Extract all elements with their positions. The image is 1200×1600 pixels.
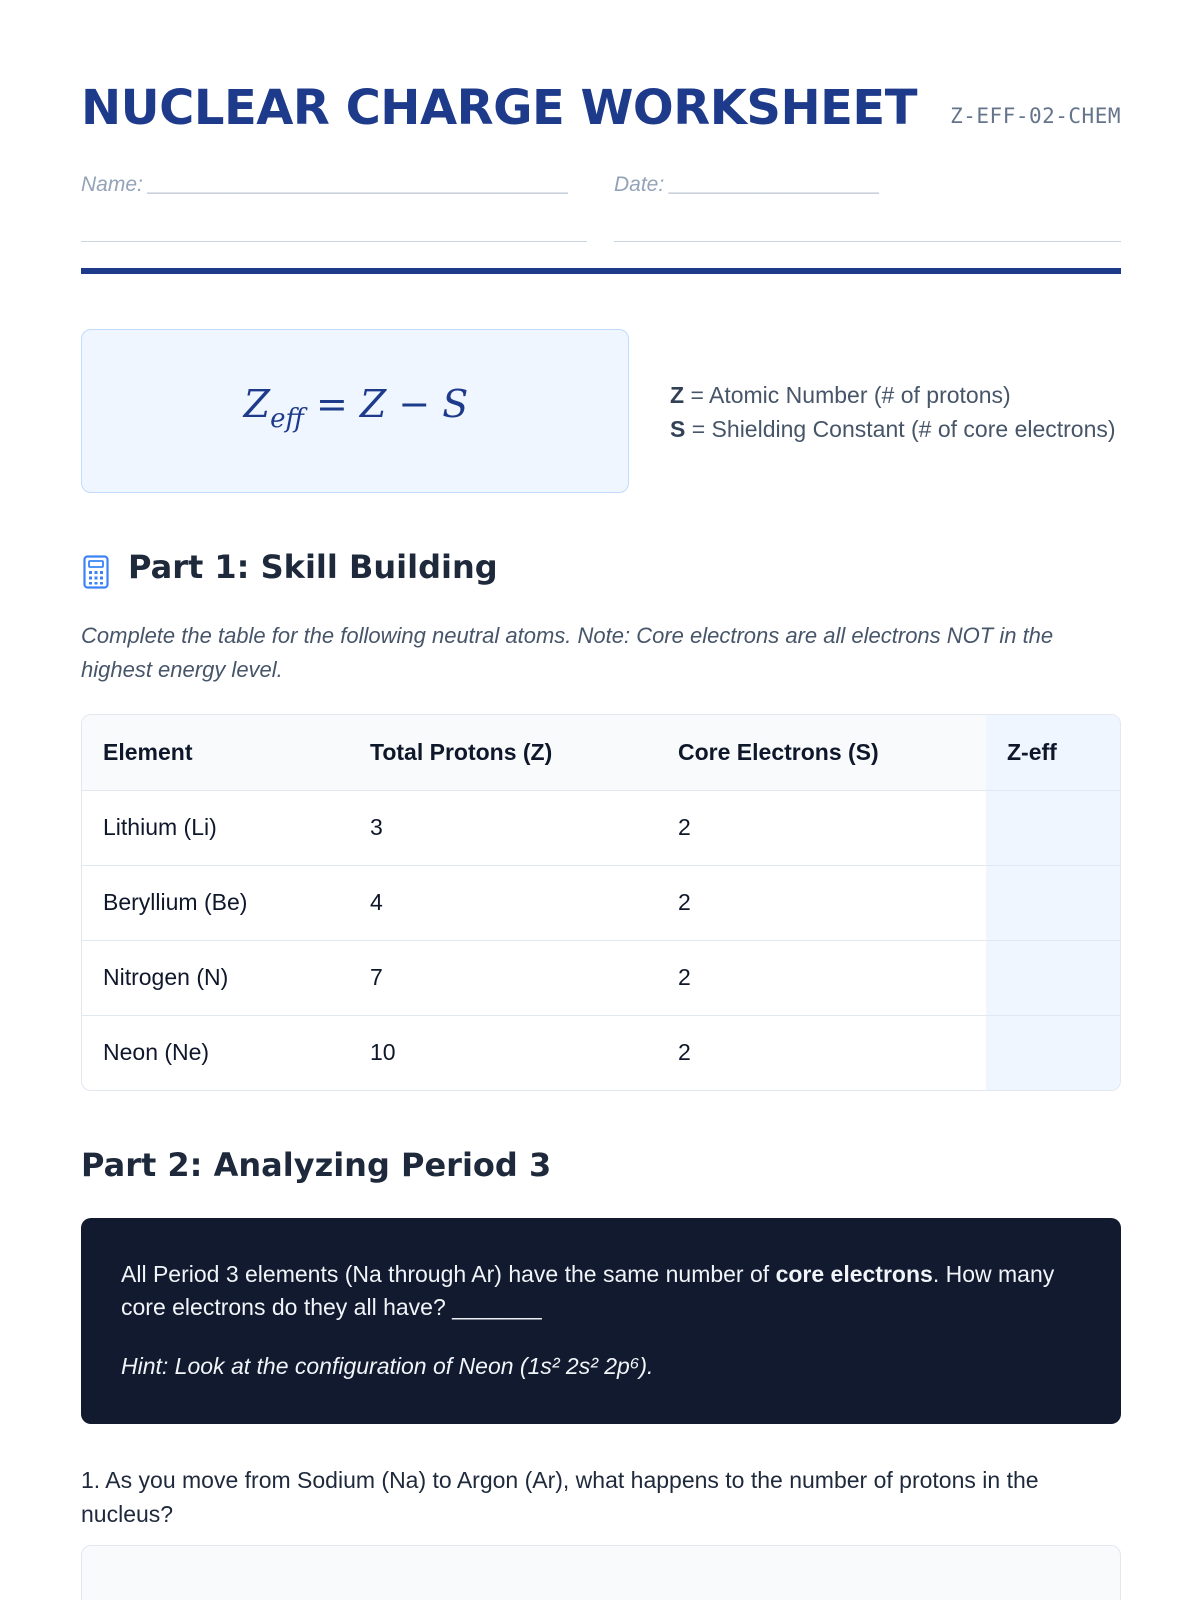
table-row: [82, 865, 1120, 940]
element-cell: Beryllium (Be): [82, 865, 349, 940]
question-1-answer-box[interactable]: [81, 1545, 1121, 1600]
formula-box: [81, 329, 629, 493]
callout-text: All Period 3 elements (Na through Ar) have the same number of: [121, 1261, 776, 1287]
core-electrons-cell: 2: [657, 865, 986, 940]
formula-lhs-subscript: eff: [270, 404, 304, 434]
zeff-answer-cell[interactable]: [986, 940, 1120, 1015]
period3-callout: [81, 1218, 1121, 1424]
protons-cell: 4: [349, 865, 657, 940]
table-row: [82, 790, 1120, 865]
question-1: 1. As you move from Sodium (Na) to Argon (Ar), what happens to the number of protons in the nucleus?: [81, 1467, 1039, 1527]
protons-cell: 7: [349, 940, 657, 1015]
protons-cell: 3: [349, 790, 657, 865]
callout-question: [121, 1258, 1081, 1324]
core-electrons-cell: 2: [657, 790, 986, 865]
name-field[interactable]: Name: ____________________________________: [81, 170, 587, 242]
element-cell: Neon (Ne): [103, 1039, 210, 1066]
zeff-answer-cell[interactable]: [986, 790, 1120, 865]
column-header: Z-eff: [986, 715, 1120, 790]
legend-symbol: S: [670, 416, 686, 442]
part2-heading: Part 2: Analyzing Period 3: [81, 1146, 552, 1184]
page-title: NUCLEAR CHARGE WORKSHEET: [81, 80, 917, 136]
date-field[interactable]: Date: __________________: [614, 170, 1121, 242]
part1-instruction: Complete the table for the following neutral atoms. Note: Core electrons are all electrons NOT in the highest energy level.: [81, 623, 1054, 682]
zeff-answer-cell[interactable]: [986, 1015, 1120, 1090]
formula-lhs: Z: [243, 382, 271, 426]
column-header: Core Electrons (S): [657, 715, 986, 790]
legend-text: = Shielding Constant (# of core electrons): [685, 416, 1116, 442]
legend-item-z: [670, 378, 1125, 412]
core-electrons-cell: 2: [678, 1039, 691, 1066]
callout-bold-text: core electrons: [775, 1261, 933, 1287]
core-electrons-cell: 2: [657, 940, 986, 1015]
formula-legend: [670, 378, 1125, 446]
meta-row: [81, 170, 1121, 242]
callout-text: . How many core electrons do they all have? _______: [121, 1261, 1055, 1320]
worksheet-header: [81, 80, 1121, 140]
calculator-icon: [83, 555, 109, 589]
table-row: [82, 1015, 1120, 1090]
zeff-table: [81, 714, 1121, 1091]
table-header-row: [82, 715, 1120, 790]
column-header: Element: [82, 715, 349, 790]
legend-symbol: Z: [670, 382, 685, 408]
protons-cell: 10: [370, 1039, 396, 1066]
legend-text: = Atomic Number (# of protons): [684, 382, 1011, 408]
element-cell: Lithium (Li): [82, 790, 349, 865]
formula-rhs: = Z − S: [303, 382, 469, 426]
legend-item-s: [670, 412, 1125, 446]
document-code: Z-EFF-02-CHEM: [950, 104, 1121, 128]
header-divider: [81, 268, 1121, 274]
table-row: [82, 940, 1120, 1015]
zeff-formula: [82, 382, 630, 434]
element-cell: Nitrogen (N): [82, 940, 349, 1015]
callout-hint: Hint: Look at the configuration of Neon (1s² 2s² 2p⁶).: [121, 1353, 654, 1379]
column-header: Total Protons (Z): [349, 715, 657, 790]
part1-heading: Part 1: Skill Building: [128, 548, 498, 586]
zeff-answer-cell[interactable]: [986, 865, 1120, 940]
